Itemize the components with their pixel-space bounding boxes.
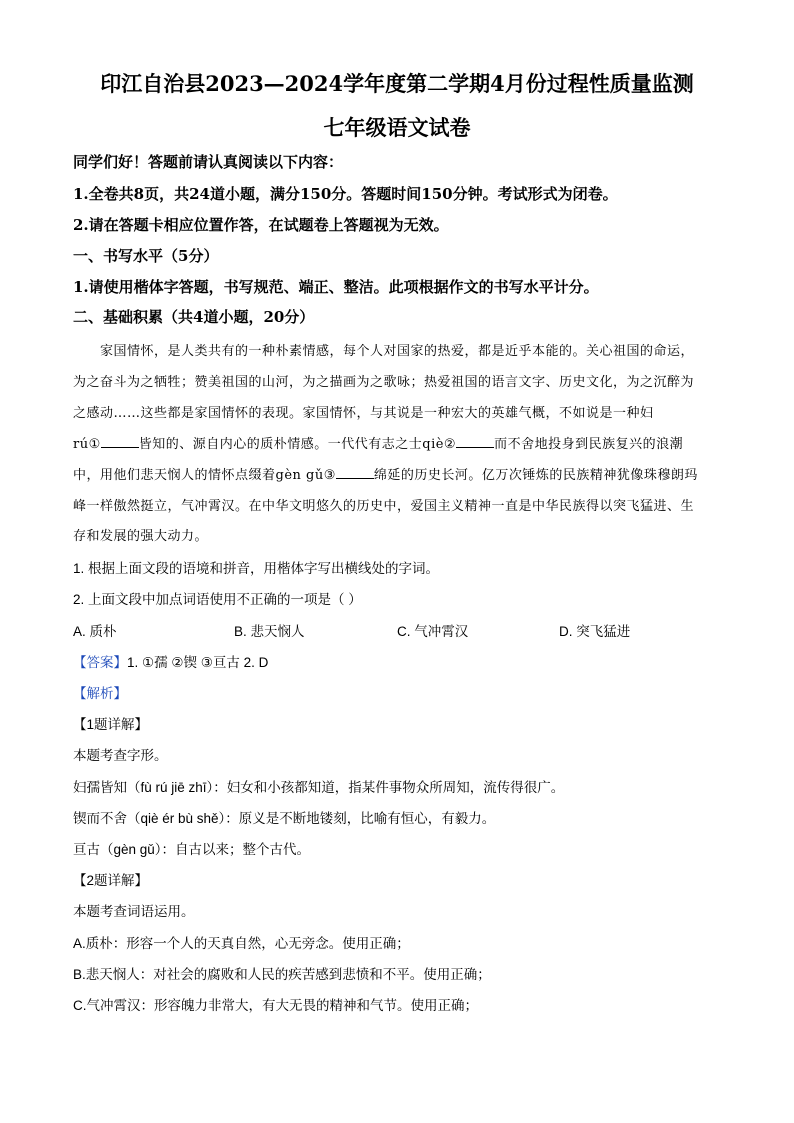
passage-line: 之感动……这些都是家国情怀的表现。家国情怀，与其说是一种宏大的英雄气概，不如说是一种妇: [73, 406, 654, 421]
passage-text: 绵延的历史长河。亿万次锤炼的民族精神犹像珠穆朗玛: [373, 468, 698, 483]
detail-1-intro: 本题考查字形。: [73, 748, 168, 763]
passage-line: [73, 464, 698, 483]
question-1: 1. 根据上面文段的语境和拼音，用楷体字写出横线处的字词。: [73, 561, 440, 576]
detail-1-explanation: 锲而不舍（qiè ér bù shě）：原义是不断地镂刻，比喻有恒心，有毅力。: [73, 811, 496, 826]
passage-line: 存和发展的强大动力。: [73, 529, 209, 544]
detail-2-option-a: A.质朴：形容一个人的天真自然，心无旁念。使用正确；: [73, 936, 410, 951]
passage-text: 皆知的、源自内心的质朴情感。一代代有志之士qiè②: [138, 437, 457, 452]
answer-blank-3: [336, 467, 374, 479]
instruction-item-1: 1.全卷共8页，共24道小题，满分150分。答题时间150分钟。考试形式为闭卷。: [73, 185, 618, 203]
detail-2-option-c: C.气冲霄汉：形容魄力非常大，有大无畏的精神和气节。使用正确；: [73, 998, 478, 1013]
answer-line: [73, 651, 268, 671]
exam-title: 印江自治县2023—2024学年度第二学期4月份过程性质量监测: [100, 71, 694, 96]
question-2: 2. 上面文段中加点词语使用不正确的一项是（ ）: [73, 592, 362, 607]
instruction-item-2: 2.请在答题卡相应位置作答，在试题卷上答题视为无效。: [73, 216, 449, 234]
passage-line: 为之奋斗为之牺牲；赞美祖国的山河，为之描画为之歌咏；热爱祖国的语言文字、历史文化，为之沉醉为: [73, 375, 695, 390]
option-c: C. 气冲霄汉: [397, 624, 469, 639]
answer-blank-2: [456, 436, 494, 448]
detail-1-explanation: 妇孺皆知（fù rú jiē zhī）：妇女和小孩都知道，指某件事物众所周知，流传得很广。: [73, 780, 565, 795]
detail-1-label: 【1题详解】: [73, 717, 149, 732]
passage-line: 家国情怀，是人类共有的一种朴素情感，每个人对国家的热爱，都是近乎本能的。关心祖国的命运，: [100, 344, 695, 359]
answer-label: 【答案】: [73, 655, 127, 670]
pinyin-blank-1-label: rú①: [73, 437, 101, 452]
detail-2-label: 【2题详解】: [73, 873, 149, 888]
passage-line: [73, 433, 683, 452]
passage-text: 而不舍地投身到民族复兴的浪潮: [494, 437, 684, 452]
option-b: B. 悲天悯人: [234, 624, 305, 639]
passage-line: 峰一样傲然挺立，气冲霄汉。在中华文明悠久的历史中，爱国主义精神一直是中华民族得以突飞猛进、生: [73, 499, 695, 514]
instructions-greeting: 同学们好！答题前请认真阅读以下内容：: [73, 153, 344, 171]
passage-text: 中，用他们悲天悯人的情怀点缀着gèn gǔ③: [73, 468, 336, 483]
option-d: D. 突飞猛进: [559, 624, 631, 639]
section-writing-text: 1.请使用楷体字答题，书写规范、端正、整洁。此项根据作文的书写水平计分。: [73, 278, 599, 296]
section-heading-writing: 一、书写水平（5分）: [73, 247, 219, 265]
answer-blank-1: [101, 436, 139, 448]
detail-2-intro: 本题考查词语运用。: [73, 904, 195, 919]
option-a: A. 质朴: [73, 624, 117, 639]
detail-2-option-b: B.悲天悯人：对社会的腐败和人民的疾苦感到悲愤和不平。使用正确；: [73, 967, 491, 982]
analysis-label: 【解析】: [73, 686, 127, 701]
detail-1-explanation: 亘古（gèn gǔ）：自古以来；整个古代。: [73, 842, 311, 857]
exam-subtitle: 七年级语文试卷: [323, 115, 471, 140]
section-heading-basics: 二、基础积累（共4道小题，20分）: [73, 308, 315, 326]
answer-text: 1. ①孺 ②锲 ③亘古 2. D: [127, 655, 269, 670]
